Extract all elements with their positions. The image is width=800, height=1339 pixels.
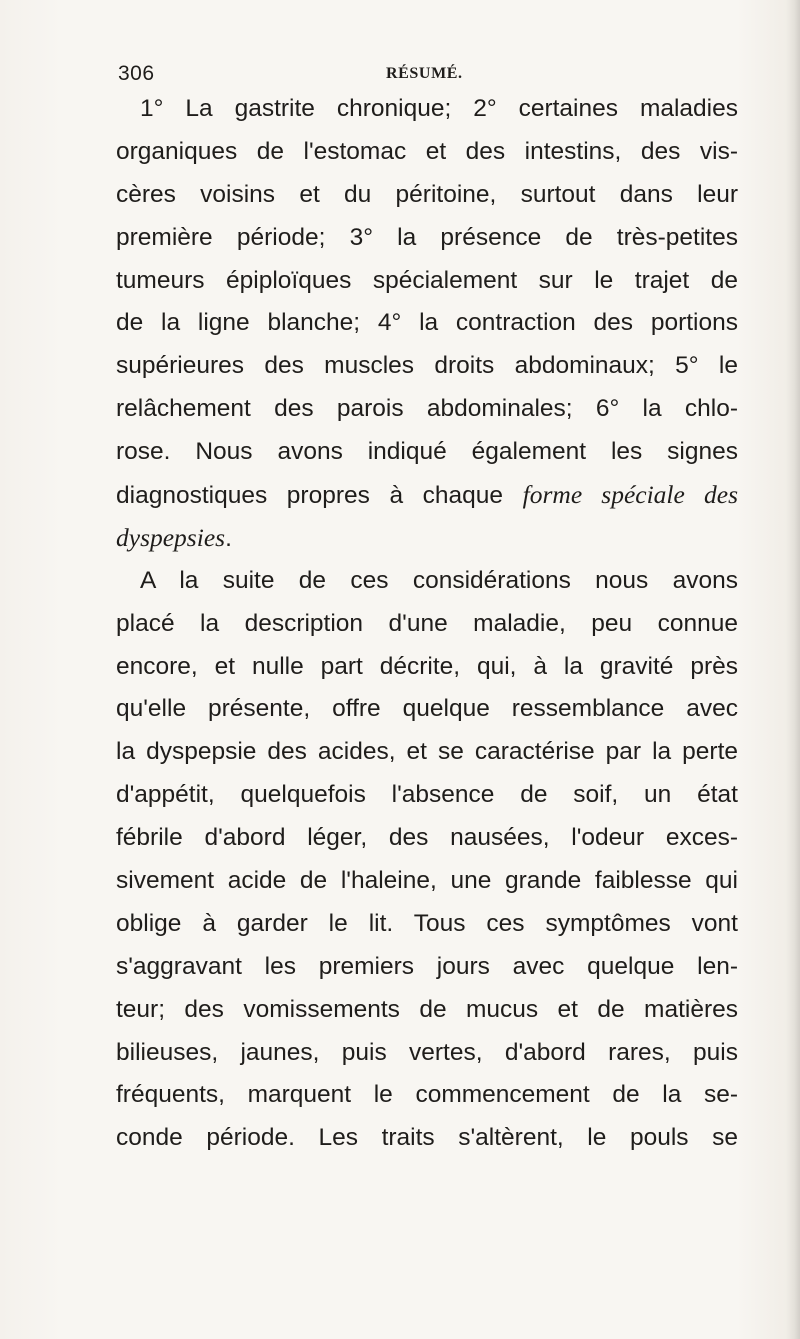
text-line: fréquents, marquent le commencement de la se-: [116, 1081, 738, 1109]
text-line: la dyspepsie des acides, et se caractérise par la perte: [116, 738, 738, 766]
text-line: de la ligne blanche; 4° la contraction des portions: [116, 309, 738, 337]
text-line: sivement acide de l'haleine, une grande faiblesse qui: [116, 867, 738, 895]
italic-phrase: forme spéciale des: [522, 480, 738, 510]
text-line: qu'elle présente, offre quelque ressemblance avec: [116, 695, 738, 723]
text-line: première période; 3° la présence de très-petites: [116, 223, 738, 251]
text-line: encore, et nulle part décrite, qui, à la gravité près: [116, 652, 738, 680]
text-line: tumeurs épiploïques spécialement sur le trajet de: [116, 266, 738, 294]
text-line: 1° La gastrite chronique; 2° certaines maladies: [140, 95, 738, 122]
text-line: bilieuses, jaunes, puis vertes, d'abord rares, puis: [116, 1038, 738, 1066]
text-line: d'appétit, quelquefois l'absence de soif, un état: [116, 781, 738, 809]
page-edge-shadow: [786, 0, 800, 1339]
text-line: oblige à garder le lit. Tous ces symptômes vont: [116, 909, 738, 937]
text-line: conde période. Les traits s'altèrent, le pouls se: [116, 1124, 738, 1152]
running-head: [118, 62, 718, 90]
text-line: A la suite de ces considérations nous avons: [140, 566, 738, 594]
text-line: supérieures des muscles droits abdominaux; 5° le: [116, 352, 738, 380]
text-line: s'aggravant les premiers jours avec quelque len-: [116, 952, 738, 980]
text-line: cères voisins et du péritoine, surtout dans leur: [116, 180, 738, 208]
text-line: teur; des vomissements de mucus et de matières: [116, 995, 738, 1023]
text-line: rose. Nous avons indiqué également les signes: [116, 438, 738, 466]
text-line: organiques de l'estomac et des intestins, des vis-: [116, 137, 738, 165]
body-text: [116, 88, 738, 1160]
text-line: dyspepsies.: [116, 522, 232, 552]
page-number: 306: [118, 62, 155, 85]
text-line: relâchement des parois abdominales; 6° la chlo-: [116, 395, 738, 423]
italic-phrase: dyspepsies: [116, 522, 226, 552]
text-line: diagnostiques propres à chaque forme spéciale des: [116, 480, 738, 510]
text-line: placé la description d'une maladie, peu connue: [116, 609, 738, 637]
text-line: fébrile d'abord léger, des nausées, l'odeur exces-: [116, 824, 738, 852]
running-title: RÉSUMÉ.: [386, 65, 463, 82]
